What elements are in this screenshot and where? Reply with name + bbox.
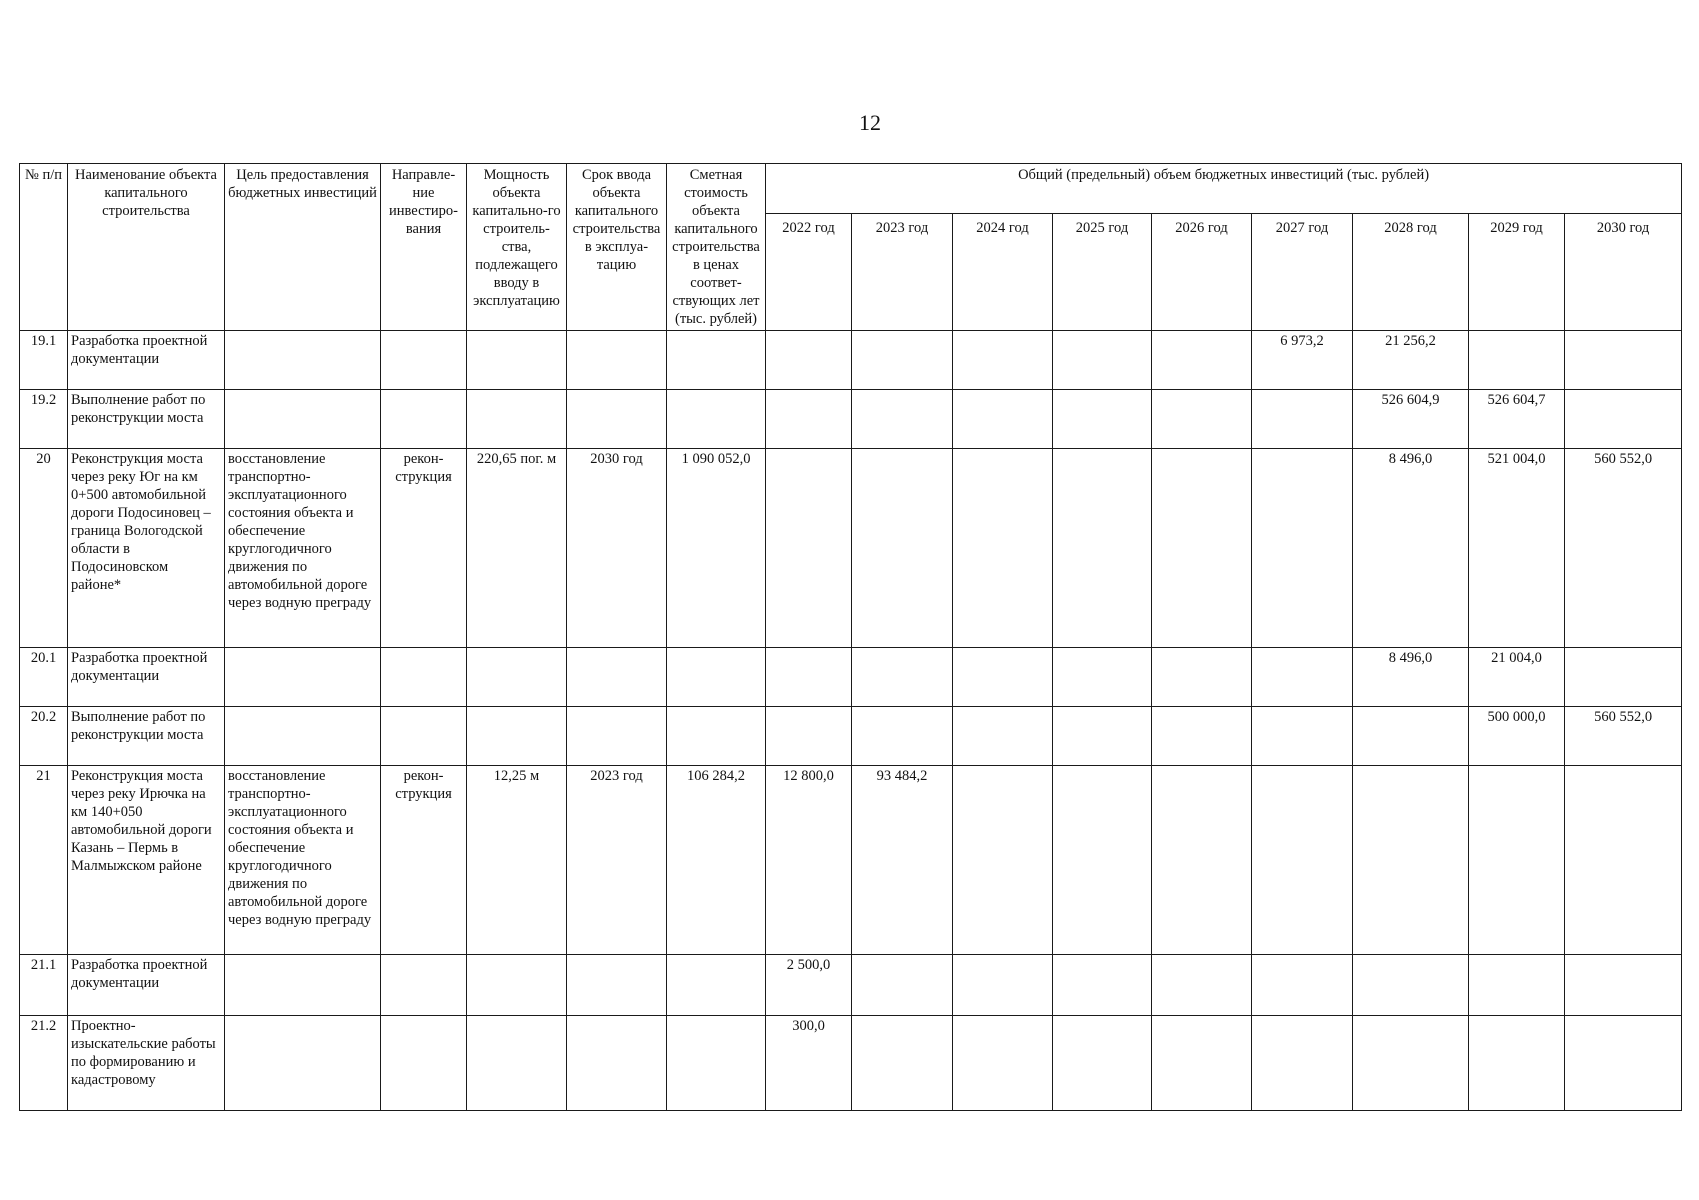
row-year-cell (1565, 766, 1682, 955)
row-name-cell: Разработка проектной документации (68, 331, 225, 390)
row-direction-cell (381, 648, 467, 707)
row-term-cell (567, 390, 667, 449)
row-direction-cell: рекон-струкция (381, 449, 467, 648)
row-year-cell (953, 707, 1053, 766)
row-year-cell (766, 707, 852, 766)
row-goal-cell (225, 1016, 381, 1111)
row-capacity-cell: 12,25 м (467, 766, 567, 955)
row-goal-cell (225, 331, 381, 390)
row-year-cell (953, 766, 1053, 955)
row-term-cell (567, 648, 667, 707)
row-year-cell: 526 604,9 (1353, 390, 1469, 449)
row-cost-cell (667, 955, 766, 1016)
row-year-cell: 8 496,0 (1353, 449, 1469, 648)
row-year-cell (1252, 766, 1353, 955)
row-num-cell: 21.2 (20, 1016, 68, 1111)
header-num: № п/п (20, 164, 68, 331)
row-year-cell (1565, 1016, 1682, 1111)
row-year-cell (852, 707, 953, 766)
row-year-cell: 2 500,0 (766, 955, 852, 1016)
table-row (20, 449, 1682, 648)
row-year-cell (953, 1016, 1053, 1111)
row-goal-cell: восстановление транспортно-эксплуатационного состояния объекта и обеспечение круглогодичного движения по автомобильной дороге через водную преграду (225, 449, 381, 648)
header-year-2028: 2028 год (1353, 214, 1469, 331)
row-capacity-cell: 220,65 пог. м (467, 449, 567, 648)
row-year-cell (766, 331, 852, 390)
header-name: Наименование объекта капитального строительства (68, 164, 225, 331)
row-cost-cell: 1 090 052,0 (667, 449, 766, 648)
row-year-cell (1565, 955, 1682, 1016)
row-year-cell (1252, 390, 1353, 449)
row-year-cell: 21 004,0 (1469, 648, 1565, 707)
row-year-cell (852, 955, 953, 1016)
header-total: Общий (предельный) объем бюджетных инвестиций (тыс. рублей) (766, 164, 1682, 214)
row-capacity-cell (467, 707, 567, 766)
row-year-cell: 560 552,0 (1565, 449, 1682, 648)
row-year-cell (953, 648, 1053, 707)
row-num-cell: 20 (20, 449, 68, 648)
row-year-cell: 6 973,2 (1252, 331, 1353, 390)
row-year-cell: 21 256,2 (1353, 331, 1469, 390)
header-year-2029: 2029 год (1469, 214, 1565, 331)
row-year-cell (1152, 390, 1252, 449)
header-cost: Сметная стоимость объекта капитального строительства в ценах соответ-ствующих лет (тыс. рублей) (667, 164, 766, 331)
row-year-cell (953, 390, 1053, 449)
row-name-cell: Реконструкция моста через реку Юг на км 0+500 автомобильной дороги Подосиновец – граница Вологодской области в Подосиновском районе* (68, 449, 225, 648)
row-year-cell: 300,0 (766, 1016, 852, 1111)
row-goal-cell (225, 707, 381, 766)
table-row (20, 331, 1682, 390)
table-row (20, 648, 1682, 707)
row-year-cell (1152, 707, 1252, 766)
row-year-cell: 8 496,0 (1353, 648, 1469, 707)
row-year-cell (1353, 1016, 1469, 1111)
row-goal-cell (225, 390, 381, 449)
row-year-cell (1353, 707, 1469, 766)
row-year-cell (953, 331, 1053, 390)
row-name-cell: Разработка проектной документации (68, 955, 225, 1016)
row-name-cell: Проектно-изыскательские работы по формированию и кадастровому (68, 1016, 225, 1111)
row-year-cell (766, 390, 852, 449)
row-capacity-cell (467, 955, 567, 1016)
header-year-2025: 2025 год (1053, 214, 1152, 331)
row-year-cell (1053, 331, 1152, 390)
row-term-cell (567, 331, 667, 390)
row-year-cell (1565, 331, 1682, 390)
row-year-cell (852, 331, 953, 390)
row-year-cell (1353, 766, 1469, 955)
row-direction-cell (381, 707, 467, 766)
row-year-cell (852, 648, 953, 707)
table-row (20, 955, 1682, 1016)
row-term-cell (567, 955, 667, 1016)
row-year-cell (1252, 449, 1353, 648)
header-year-2023: 2023 год (852, 214, 953, 331)
row-year-cell (1152, 449, 1252, 648)
row-direction-cell: рекон-струкция (381, 766, 467, 955)
row-year-cell (1252, 707, 1353, 766)
row-term-cell: 2030 год (567, 449, 667, 648)
row-term-cell: 2023 год (567, 766, 667, 955)
row-year-cell (766, 648, 852, 707)
row-year-cell (852, 390, 953, 449)
row-goal-cell (225, 955, 381, 1016)
row-term-cell (567, 1016, 667, 1111)
row-year-cell (1565, 390, 1682, 449)
row-year-cell (1152, 648, 1252, 707)
row-cost-cell: 106 284,2 (667, 766, 766, 955)
row-direction-cell (381, 331, 467, 390)
row-year-cell: 526 604,7 (1469, 390, 1565, 449)
row-cost-cell (667, 707, 766, 766)
row-year-cell (1152, 1016, 1252, 1111)
row-num-cell: 19.2 (20, 390, 68, 449)
row-year-cell (953, 449, 1053, 648)
row-capacity-cell (467, 390, 567, 449)
row-year-cell (1252, 648, 1353, 707)
header-year-2030: 2030 год (1565, 214, 1682, 331)
row-year-cell (1053, 1016, 1152, 1111)
row-year-cell (1353, 955, 1469, 1016)
row-year-cell: 560 552,0 (1565, 707, 1682, 766)
row-num-cell: 20.2 (20, 707, 68, 766)
row-year-cell: 521 004,0 (1469, 449, 1565, 648)
row-cost-cell (667, 648, 766, 707)
row-capacity-cell (467, 648, 567, 707)
row-num-cell: 21 (20, 766, 68, 955)
row-name-cell: Выполнение работ по реконструкции моста (68, 707, 225, 766)
row-cost-cell (667, 331, 766, 390)
row-year-cell (1053, 390, 1152, 449)
row-direction-cell (381, 390, 467, 449)
row-name-cell: Реконструкция моста через реку Ирючка на км 140+050 автомобильной дороги Казань – Пермь в Малмыжском районе (68, 766, 225, 955)
investment-table (19, 163, 1682, 1111)
row-year-cell: 12 800,0 (766, 766, 852, 955)
row-year-cell (1152, 766, 1252, 955)
row-year-cell (1053, 449, 1152, 648)
header-term: Срок ввода объекта капитального строительства в эксплуа-тацию (567, 164, 667, 331)
row-capacity-cell (467, 1016, 567, 1111)
row-year-cell (1053, 648, 1152, 707)
row-year-cell (766, 449, 852, 648)
header-capacity: Мощность объекта капитально-го строитель-ства, подлежащего вводу в эксплуатацию (467, 164, 567, 331)
row-year-cell: 500 000,0 (1469, 707, 1565, 766)
table-row (20, 766, 1682, 955)
row-num-cell: 19.1 (20, 331, 68, 390)
row-year-cell (1469, 331, 1565, 390)
row-direction-cell (381, 1016, 467, 1111)
row-term-cell (567, 707, 667, 766)
row-name-cell: Выполнение работ по реконструкции моста (68, 390, 225, 449)
row-num-cell: 20.1 (20, 648, 68, 707)
row-year-cell (1053, 707, 1152, 766)
row-year-cell: 93 484,2 (852, 766, 953, 955)
row-year-cell (852, 1016, 953, 1111)
header-year-2027: 2027 год (1252, 214, 1353, 331)
row-year-cell (1053, 766, 1152, 955)
row-cost-cell (667, 1016, 766, 1111)
row-year-cell (1252, 1016, 1353, 1111)
row-goal-cell (225, 648, 381, 707)
row-year-cell (1152, 955, 1252, 1016)
row-capacity-cell (467, 331, 567, 390)
row-direction-cell (381, 955, 467, 1016)
header-year-2026: 2026 год (1152, 214, 1252, 331)
row-year-cell (1469, 1016, 1565, 1111)
table-row (20, 1016, 1682, 1111)
row-num-cell: 21.1 (20, 955, 68, 1016)
page-number: 12 (859, 110, 881, 135)
row-goal-cell: восстановление транспортно-эксплуатационного состояния объекта и обеспечение круглогодичного движения по автомобильной дороге через водную преграду (225, 766, 381, 955)
row-cost-cell (667, 390, 766, 449)
header-direction: Направле-ние инвестиро-вания (381, 164, 467, 331)
row-name-cell: Разработка проектной документации (68, 648, 225, 707)
row-year-cell (1152, 331, 1252, 390)
row-year-cell (1053, 955, 1152, 1016)
row-year-cell (1469, 766, 1565, 955)
header-year-2024: 2024 год (953, 214, 1053, 331)
row-year-cell (1469, 955, 1565, 1016)
row-year-cell (1252, 955, 1353, 1016)
header-goal: Цель предоставления бюджетных инвестиций (225, 164, 381, 331)
header-row-1 (20, 164, 1682, 214)
table-row (20, 390, 1682, 449)
header-year-2022: 2022 год (766, 214, 852, 331)
row-year-cell (852, 449, 953, 648)
row-year-cell (1565, 648, 1682, 707)
table-row (20, 707, 1682, 766)
row-year-cell (953, 955, 1053, 1016)
